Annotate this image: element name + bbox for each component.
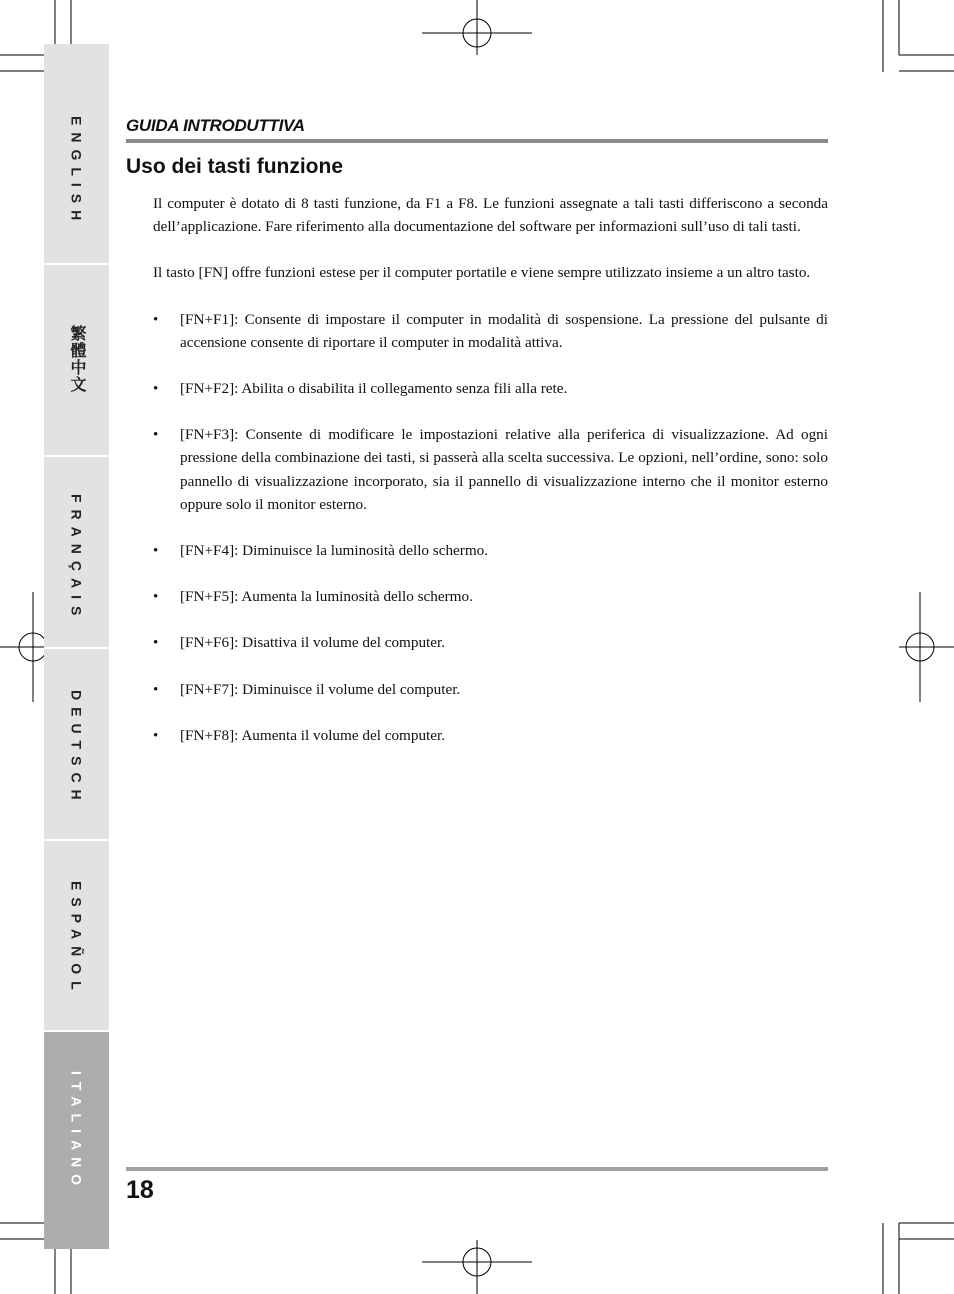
tab-traditional-chinese[interactable] bbox=[44, 265, 109, 455]
tab-francais[interactable] bbox=[44, 457, 109, 647]
tab-english[interactable] bbox=[44, 44, 109, 263]
paragraph: Il computer è dotato di 8 tasti funzione, da F1 a F8. Le funzioni assegnate a tali tasti differiscono a seconda dell’applicazione. Fare riferimento alla documentazione del software per informazioni sull’uso di tali tasti. bbox=[153, 195, 828, 236]
tab-deutsch[interactable] bbox=[44, 649, 109, 839]
list-item: • [FN+F4]: Diminuisce la luminosità dello schermo. bbox=[153, 539, 828, 562]
header-divider bbox=[126, 139, 828, 143]
tab-italiano[interactable] bbox=[44, 1032, 109, 1249]
footer-divider bbox=[126, 1167, 828, 1171]
list-item: • [FN+F6]: Disattiva il volume del computer. bbox=[153, 631, 828, 654]
list-item: • [FN+F2]: Abilita o disabilita il collegamento senza fili alla rete. bbox=[153, 377, 828, 400]
tab-label: DEUTSCH bbox=[68, 690, 85, 807]
tab-label: ENGLISH bbox=[68, 116, 85, 228]
language-sidebar bbox=[44, 44, 109, 1249]
tab-label: FRANÇAIS bbox=[68, 494, 85, 623]
chapter-title: GUIDA INTRODUTTIVA bbox=[126, 116, 305, 135]
tab-label: ITALIANO bbox=[68, 1071, 85, 1193]
list-item: • [FN+F7]: Diminuisce il volume del computer. bbox=[153, 678, 828, 701]
section-title: Uso dei tasti funzione bbox=[126, 155, 344, 178]
function-key-list bbox=[153, 308, 828, 747]
list-item: • [FN+F3]: Consente di modificare le impostazioni relative alla periferica di visualizzazione. Ad ogni pressione della combinazione dei tasti, si passerà alla scelta successiva. Le opzioni, nell’ordine, sono: solo pannello di visualizzazione incorporato, sia il pannello di visualizzazione interno che il monitor esterno oppure solo il monitor esterno. bbox=[153, 423, 828, 516]
tab-label: 繁體中文 bbox=[68, 325, 85, 393]
tab-label: ESPAÑOL bbox=[68, 881, 85, 997]
list-item: • [FN+F1]: Consente di impostare il computer in modalità di sospensione. La pressione del pulsante di accensione consente di riportare il computer in modalità attiva. bbox=[153, 308, 828, 354]
body-content bbox=[153, 192, 828, 770]
page-number: 18 bbox=[126, 1176, 154, 1204]
list-item: • [FN+F5]: Aumenta la luminosità dello schermo. bbox=[153, 585, 828, 608]
tab-espanol[interactable] bbox=[44, 841, 109, 1030]
list-item: • [FN+F8]: Aumenta il volume del computer. bbox=[153, 724, 828, 747]
paragraph: Il tasto [FN] offre funzioni estese per il computer portatile e viene sempre utilizzato insieme a un altro tasto. bbox=[153, 264, 811, 282]
